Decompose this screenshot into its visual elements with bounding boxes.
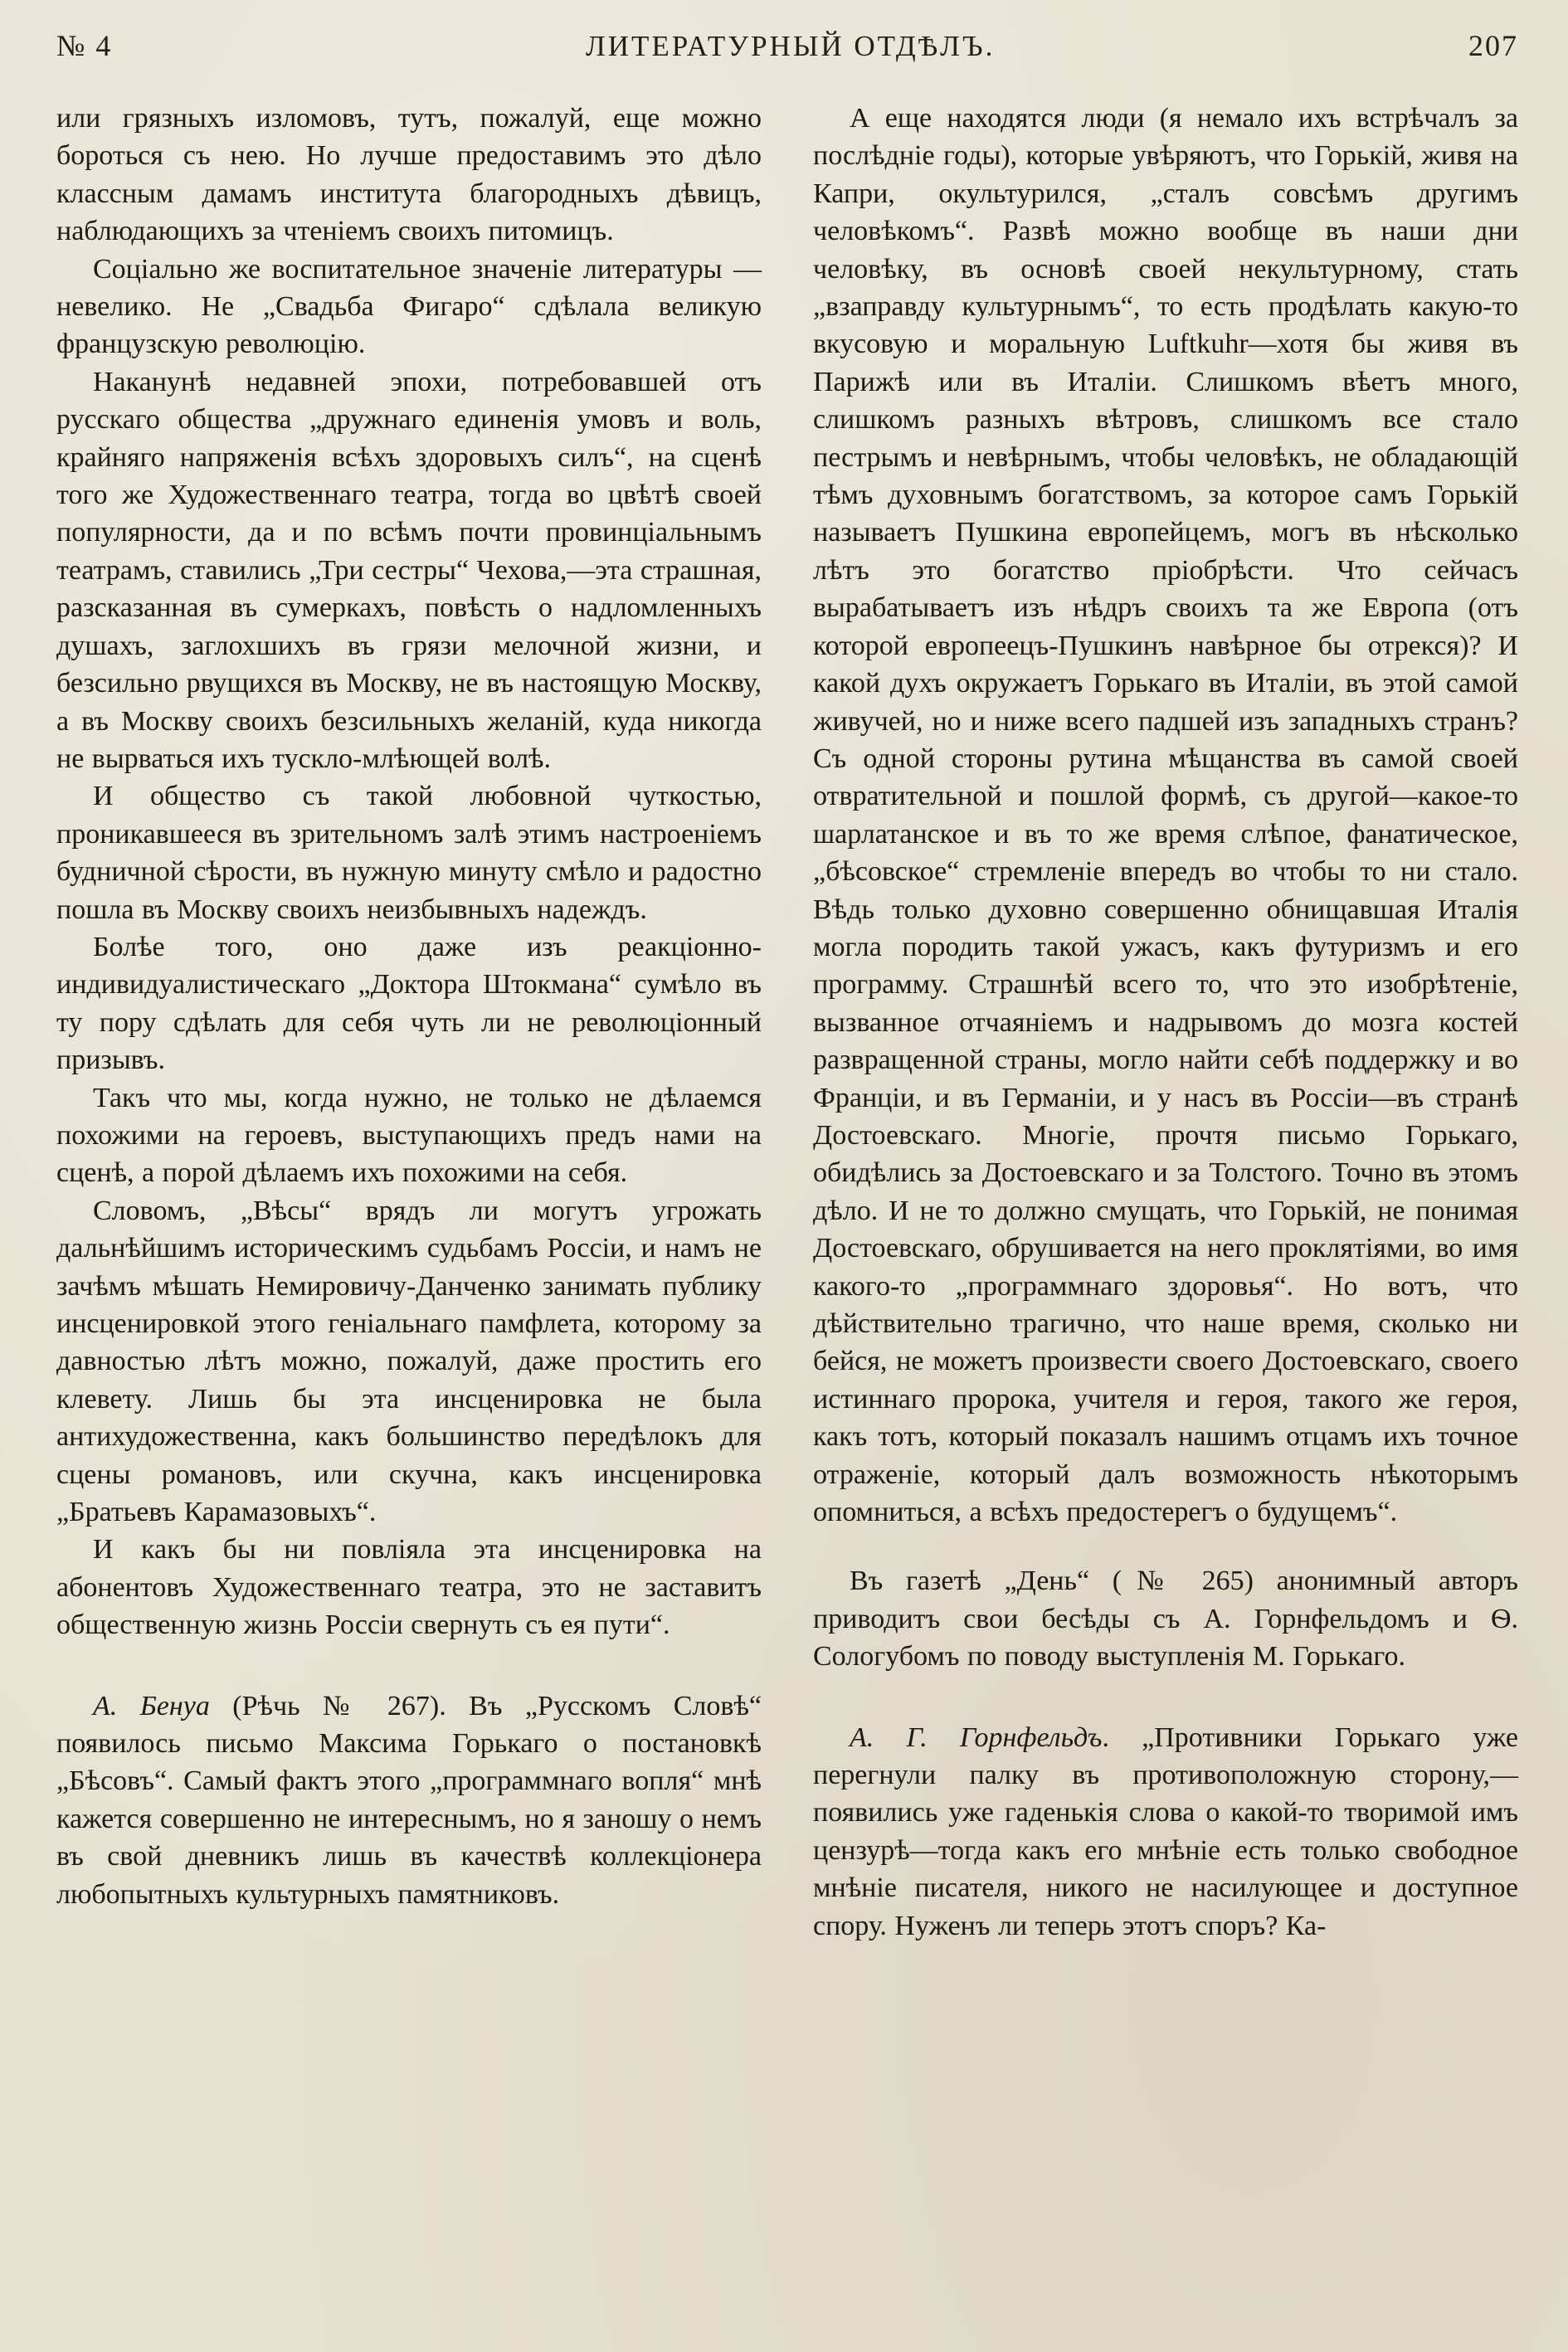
issue-number: № 4: [56, 29, 113, 62]
paragraph: А. Г. Горнфельдъ. „Противники Горькаго уже перегнули палку въ противоположную сторону,—появились уже гаденькія слова о какой-то творимой имъ цензурѣ—тогда какъ его мнѣніе есть только свободное мнѣніе писателя, никого не насилующее и доступное спору. Нуженъ ли теперь этотъ споръ? Ка-: [813, 1721, 1518, 1941]
paragraph: или грязныхъ изломовъ, тутъ, пожалуй, еще можно бороться съ нею. Но лучше предоставимъ это дѣло классным дамамъ института благородныхъ дѣвицъ, наблюдающихъ за чтеніемъ своихъ питомицъ.: [56, 103, 762, 247]
paragraph: Наканунѣ недавней эпохи, потребовавшей отъ русскаго общества „дружнаго единенія умовъ и воль, крайняго напряженія всѣхъ здоровыхъ силъ“, на сценѣ того же Художественнаго театра, тогда во цвѣтѣ своей популярности, да и по всѣмъ почти провинціальнымъ театрамъ, ставились „Три сестры“ Чехова,—эта страшная, разсказанная въ сумеркахъ, повѣсть о надломленныхъ душахъ, заглохшихъ въ грязи мелочной жизни, и безсильно рвущихся въ Москву, не въ настоящую Москву, а въ Москву своихъ безсильныхъ желаній, куда никогда не вырваться ихъ тускло-млѣющей волѣ.: [56, 366, 762, 774]
paragraph: А еще находятся люди (я немало ихъ встрѣчалъ за послѣдніе годы), которые увѣряютъ, что Горькій, живя на Капри, окультурился, „сталъ совсѣмъ другимъ человѣкомъ“. Развѣ можно вообще въ наши дни человѣку, въ основѣ своей некультурному, стать „взаправду культурнымъ“, то есть продѣлать какую-то вкусовую и моральную Luftkuhr—хотя бы живя въ Парижѣ или въ Италіи. Слишкомъ вѣетъ много, слишкомъ разныхъ вѣтровъ, слишкомъ все стало пестрымъ и невѣрнымъ, чтобы человѣкъ, не обладающій тѣмъ духовнымъ богатствомъ, за которое самъ Горькій называетъ Пушкина европейцемъ, могъ въ нѣсколько лѣтъ это богатство пріобрѣсти. Что сейчасъ вырабатываетъ изъ нѣдръ своихъ та же Европа (отъ которой европеецъ-Пушкинъ навѣрное бы отрекся)? И какой духъ окружаетъ Горькаго въ Италіи, въ этой самой живучей, но и ниже всего падшей изъ западныхъ странъ? Съ одной стороны рутина мѣщанства въ самой своей отвратительной и пошлой формѣ, съ другой—какое-то шарлатанское и въ то же время слѣпое, фанатическое, „бѣсовское“ стремленіе впередъ во чтобы то ни стало. Вѣдь только духовно совершенно обнищавшая Италія могла породить такой ужасъ, какъ футуризмъ и его программу. Страшнѣй всего то, что это изобрѣтеніе, вызванное отчаяніемъ и надрывомъ до мозга костей развращенной страны, могло найти себѣ поддержку и во Франціи, и въ Германіи, и у насъ въ Россіи—въ странѣ Достоевскаго. Многіе, прочтя письмо Горькаго, обидѣлись за Достоевскаго и за Толстого. Точно въ этомъ дѣло. И не то должно смущать, что Горькій, не понимая Достоевскаго, обрушивается на него проклятіями, во имя какого-то „программнаго здоровья“. Но вотъ, что дѣйствительно трагично, что наше время, сколько ни бейся, не можетъ произвести своего Достоевскаго, своего истиннаго пророка, учителя и героя, такого же героя, какъ тотъ, который показалъ нашимъ отцамъ ихъ точное отраженіе, который далъ возможность нѣкоторымъ опомниться, а всѣхъ предостерегъ о будущемъ“.: [813, 103, 1518, 1528]
author-name: А. Бенуа: [93, 1690, 210, 1721]
paragraph: Такъ что мы, когда нужно, не только не дѣлаемся похожими на героевъ, выступающихъ предъ нами на сценѣ, а порой дѣлаемъ ихъ похожими на себя.: [56, 1082, 762, 1189]
author-name: А. Г. Горнфельдъ: [850, 1721, 1103, 1753]
paragraph: А. Бенуа (Рѣчь № 267). Въ „Русскомъ Словѣ“ появилось письмо Максима Горькаго о постановкѣ „Бѣсовъ“. Самый фактъ этого „программнаго вопля“ мнѣ кажется совершенно не интереснымъ, но я заношу о немъ въ свой дневникъ лишь въ качествѣ коллекціонера любопытныхъ культурныхъ памятниковъ.: [56, 1690, 762, 1910]
paragraph: Словомъ, „Вѣсы“ врядъ ли могутъ угрожать дальнѣйшимъ историческимъ судьбамъ Россіи, и намъ не зачѣмъ мѣшать Немировичу-Данченко занимать публику инсценировкой этого геніальнаго памфлета, которому за давностью лѣтъ можно, пожалуй, даже простить его клевету. Лишь бы эта инсценировка не была антихудожественна, какъ большинство передѣлокъ для сцены романовъ, или скучна, какъ инсценировка „Братьевъ Карамазовыхъ“.: [56, 1195, 762, 1528]
paragraph: И общество съ такой любовной чуткостью, проникавшееся въ зрительномъ залѣ этимъ настроеніемъ будничной сѣрости, въ нужную минуту смѣло и радостно пошла въ Москву своихъ неизбывныхъ надеждъ.: [56, 781, 762, 925]
running-head: [56, 28, 1518, 76]
paragraph: Соціально же воспитательное значеніе литературы — невелико. Не „Свадьба Фигаро“ сдѣлала великую французскую революцію.: [56, 253, 762, 360]
text-columns: [56, 100, 1518, 1945]
paragraph: И какъ бы ни повліяла эта инсценировка на абонентовъ Художественнаго театра, это не заставитъ общественную жизнь Россіи свернуть съ ея пути“.: [56, 1534, 762, 1641]
right-column: [813, 100, 1518, 1945]
left-column: [56, 100, 762, 1945]
section-title: ЛИТЕРАТУРНЫЙ ОТДѢЛЪ.: [585, 30, 996, 62]
paragraph: Болѣе того, оно даже изъ реакціонно-индивидуалистическаго „Доктора Штокмана“ сумѣло въ ту пору сдѣлать для себя чуть ли не революціонный призывъ.: [56, 931, 762, 1076]
page-number: 207: [1468, 29, 1518, 62]
paragraph: Въ газетѣ „День“ (№ 265) анонимный авторъ приводитъ свои бесѣды съ А. Горнфельдомъ и Ѳ. Сологубомъ по поводу выступленія М. Горькаго.: [813, 1566, 1518, 1673]
